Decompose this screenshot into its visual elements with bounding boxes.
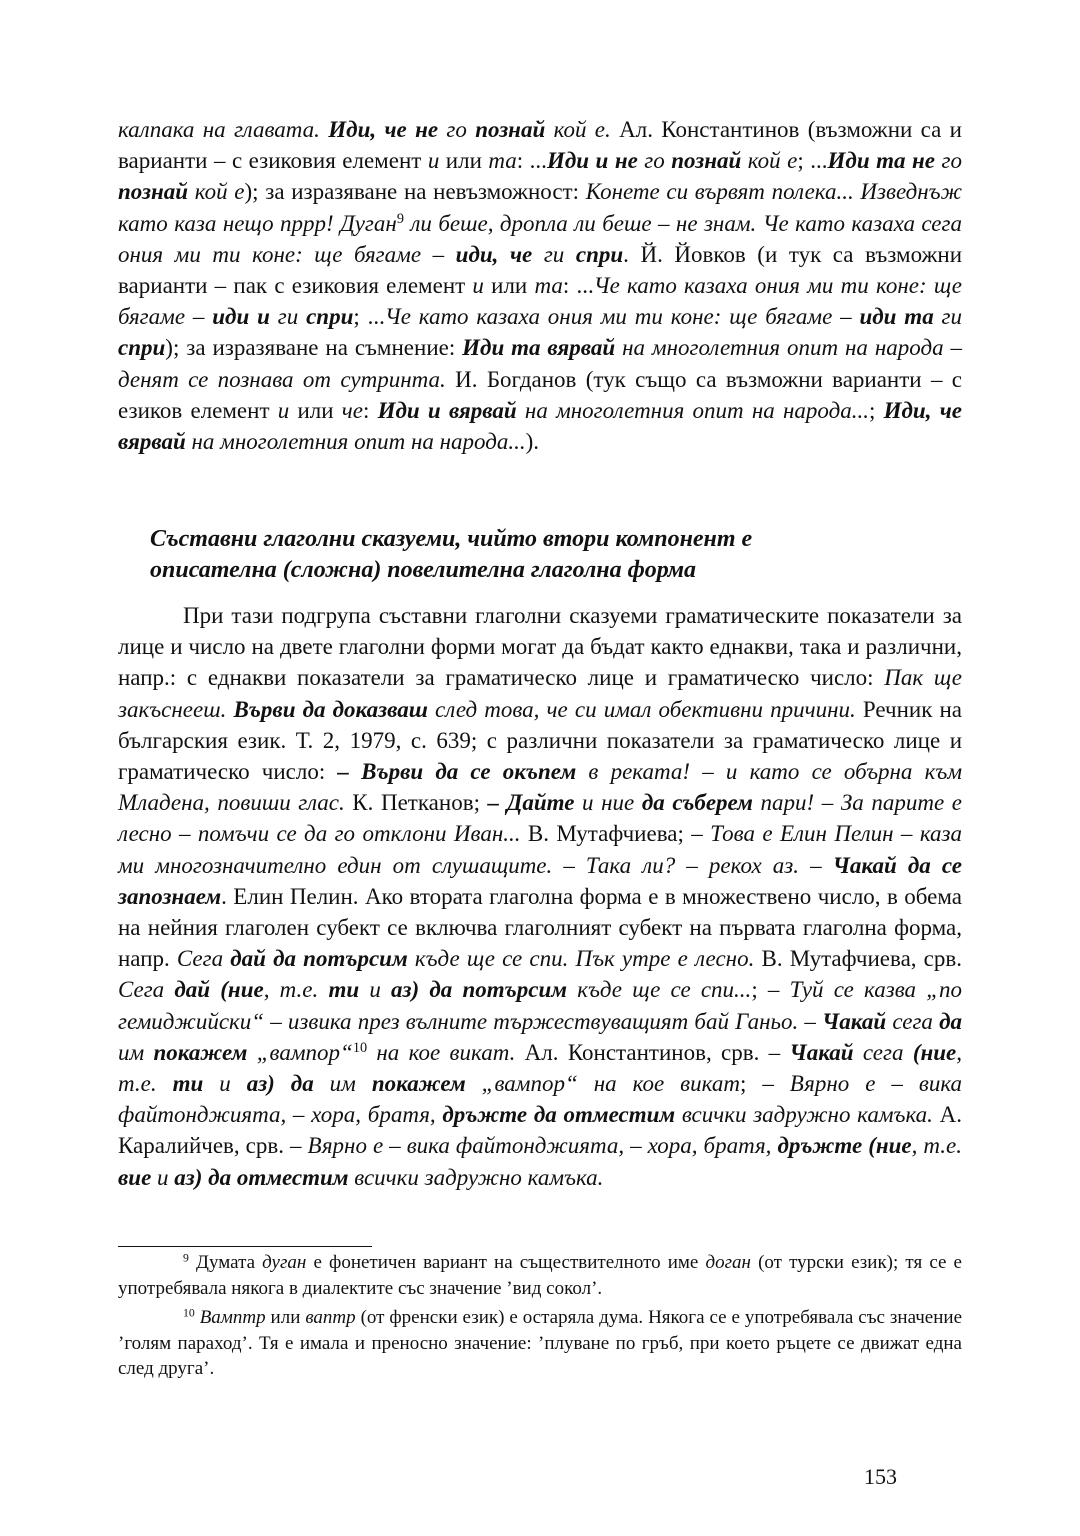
text-run: Иди та не	[827, 148, 935, 174]
text-run: им	[313, 1071, 372, 1097]
text-run: И. Богданов (тук също са възможни варианти – с езиков елемент	[118, 366, 963, 423]
text-run: на многолетния опит на народа...	[185, 429, 526, 455]
paragraph-body	[118, 600, 962, 1193]
text-run: Чакай	[822, 1008, 887, 1034]
text-run: дръжте да отместим	[442, 1102, 676, 1128]
text-run: и ние	[574, 790, 642, 816]
text-run: К. Петканов;	[344, 790, 488, 816]
text-run: аз) да отместим	[174, 1164, 349, 1190]
text-run: В. Мутафчиева, срв.	[754, 946, 962, 972]
heading-line-1: Съставни глаголни сказуеми, чийто втори компонент е	[150, 526, 753, 552]
text-run: всички задружно камъка.	[675, 1102, 933, 1128]
text-run: пари! – За парите е лесно – помъчи се да го отклони Иван...	[118, 790, 962, 847]
text-run: покажем	[153, 1039, 248, 1065]
text-run: или	[483, 273, 535, 299]
text-run: иди и	[212, 304, 270, 330]
footnote-ref: 9	[183, 1251, 189, 1265]
text-run: дай да потърсим	[230, 946, 408, 972]
paragraph-2	[118, 600, 962, 1193]
text-run: или	[439, 148, 489, 174]
text-run: дай (ние	[174, 977, 264, 1003]
text-run: Иди и вярвай	[377, 397, 517, 423]
footnote-10	[118, 1305, 962, 1382]
text-run: доган	[705, 1252, 751, 1273]
text-run: ти	[328, 977, 360, 1003]
text-run: В. Мутафчиева;	[520, 821, 692, 847]
text-run: ти	[172, 1071, 204, 1097]
footnotes	[118, 1250, 962, 1386]
text-run: :	[362, 397, 378, 423]
text-run: ваптр	[305, 1307, 356, 1329]
text-run: къде ще се спи...	[567, 977, 752, 1003]
footnote-separator	[118, 1246, 372, 1247]
text-run: . Й. Йовков (и тук са възможни варианти – пак с езиковия елемент	[118, 241, 962, 299]
text-run: и	[472, 273, 484, 299]
text-run: и	[277, 397, 290, 423]
text-run: – Върви да се окъпем	[337, 759, 577, 785]
text-run: покажем	[371, 1071, 466, 1097]
footnote-ref: 10	[352, 1040, 368, 1057]
text-run: на кое викат.	[367, 1039, 516, 1065]
text-run: Пак ще закъснееш.	[118, 665, 963, 722]
text-run: ); за изразяване на съмнение:	[165, 335, 463, 361]
text-run: Вамптр	[199, 1307, 266, 1329]
text-run: ;	[751, 977, 768, 1003]
text-run: . Елин Пелин. Ако втората глаголна форма е в множествено число, в обема на нейния глаголен субект се включва глаголният субект на първата глаголна форма, напр.	[118, 883, 962, 972]
section-heading	[150, 524, 950, 586]
text-run: – Вярно е – вика файтонджията, – хора, братя,	[118, 1071, 963, 1128]
text-run: При тази подгрупа съставни глаголни сказуеми граматическите показатели за лице и число на двете глаголни форми могат да бъдат както еднакви, така и различни, напр.: с еднакви показатели за граматическо лице и граматическо число:	[118, 603, 962, 691]
text-run: Чакай	[789, 1039, 854, 1065]
text-run: и	[359, 977, 392, 1003]
text-run: , т.е.	[911, 1133, 962, 1159]
text-run: Сега	[118, 977, 175, 1003]
text-run: на многолетния опит на народа...	[516, 397, 869, 423]
text-run: (от френски език) е остаряла дума. Някога се е употребявала със значение ’голям параход’. Тя е имала и преносно значение: ’плуване по гръб, при което ръцете се движат една след друга’.	[118, 1307, 963, 1380]
text-run: го	[637, 148, 672, 174]
text-run: : ...	[562, 273, 594, 299]
text-run: кой е	[188, 179, 245, 205]
text-run: ;	[739, 1071, 763, 1097]
text-run: сега	[886, 1008, 940, 1034]
text-run: къде ще се спи. Пък утре е лесно.	[407, 946, 755, 972]
text-run: Сега	[176, 946, 231, 972]
text-run: ; ...	[797, 148, 828, 174]
text-run: аз) да	[246, 1071, 314, 1097]
text-run: ;	[869, 397, 884, 423]
text-run: ги	[933, 304, 963, 330]
text-run: Думата	[188, 1252, 263, 1273]
text-run: , т.е.	[263, 977, 329, 1003]
text-run: и	[427, 148, 440, 174]
text-run: ).	[525, 429, 540, 455]
text-run: Че като казаха ония ми ти коне: ще бягаме –	[384, 304, 860, 330]
text-run: Ал. Константинов (възможни са и варианти – с езиковия елемент	[118, 117, 962, 174]
text-run: кой е.	[545, 117, 611, 142]
text-run: ги	[269, 304, 307, 330]
text-run: та	[534, 273, 563, 299]
text-run: Вярно е – вика файтонджията, – хора, братя,	[307, 1133, 778, 1159]
text-run: сега	[853, 1039, 913, 1065]
text-run: в реката! – и като се обърна към Младена, повиши глас.	[118, 759, 962, 816]
text-run: , т.е.	[118, 1039, 963, 1097]
text-run: : ...	[516, 148, 547, 174]
text-run: им	[118, 1039, 154, 1065]
text-run: „вампор“	[247, 1039, 353, 1065]
text-run: ги	[532, 241, 576, 267]
footnote-9	[118, 1250, 962, 1301]
text-run: та	[488, 148, 517, 174]
text-run: кой е	[741, 148, 798, 174]
text-run: познай	[671, 148, 742, 174]
text-run: А. Каралийчев, срв. –	[118, 1102, 962, 1159]
paragraph-continuation	[118, 114, 962, 457]
text-run: Иди и не	[546, 148, 638, 174]
text-run: познай	[475, 117, 546, 142]
text-run: аз) да потърсим	[391, 977, 567, 1003]
text-run: спри	[118, 335, 166, 361]
text-run: иди та	[859, 304, 934, 330]
text-run: да	[939, 1008, 962, 1034]
text-run: Речник на българския език. Т. 2, 1979, с. 639; с различни показатели за граматическо лице и граматическо число:	[118, 696, 963, 785]
text-run: – Дайте	[487, 790, 575, 816]
text-run: Иди, че вярвай	[118, 397, 962, 455]
page-number: 153	[864, 1464, 897, 1489]
text-run: ли беше, дропла ли беше – не знам. Че като казаха сега ония ми ти коне: ще бягаме –	[118, 210, 962, 267]
text-run: ; ...	[353, 304, 385, 330]
text-run: Ал. Константинов, срв. –	[515, 1039, 790, 1065]
text-run: Иди, че не	[328, 117, 439, 142]
text-run: Иди та вярвай	[462, 335, 616, 361]
text-run: спри	[306, 304, 354, 330]
text-run: Че като казаха ония ми ти коне: ще бягаме –	[118, 273, 962, 330]
text-run: (от турски език); тя се е употребявала някога в диалектите със значение ’вид сокол’.	[118, 1252, 962, 1299]
text-run: или	[289, 397, 342, 423]
text-run: всички задружно камъка.	[348, 1164, 604, 1190]
text-run: и	[151, 1164, 175, 1190]
text-run: (ние	[912, 1039, 957, 1065]
heading-line-2: описателна (сложна) повелителна глаголна форма	[150, 557, 697, 583]
text-run: след това, че си имал обективни причини.	[427, 696, 856, 722]
text-run: Конете си вървят полека... Изведнъж като каза нещо пррр! Дуган	[118, 179, 963, 236]
text-run: калпака на главата.	[118, 117, 329, 142]
text-run: Чакай да се запознаем	[118, 852, 963, 909]
text-run: Върви да доказваш	[233, 696, 428, 722]
text-run: го	[438, 117, 476, 142]
footnote-ref: 9	[396, 210, 404, 227]
text-run: спри	[575, 241, 624, 267]
text-run: ); за изразяване на невъзможност:	[244, 179, 586, 205]
text-run: е фонетичен вариант на съществителното име	[306, 1252, 706, 1273]
text-run: иди, че	[455, 241, 533, 267]
footnote-ref: 10	[183, 1306, 195, 1320]
text-run: на многолетния опит на народа – денят се познава от сутринта.	[118, 335, 962, 392]
text-run: да съберем	[641, 790, 753, 816]
paragraph-1	[118, 114, 962, 457]
text-run: дръжте (ние	[777, 1133, 912, 1159]
text-run: – Туй се казва „по гемиджийски“ – извика през вълните тържествуващият бай Ганьо. –	[118, 977, 963, 1034]
text-run: или	[265, 1307, 306, 1329]
text-run: – Това е Елин Пелин – каза ми многозначително един от слушащите. – Така ли? – рекох аз. –	[118, 821, 962, 878]
text-run: познай	[118, 179, 189, 205]
text-run: „вампор“ на кое викат	[465, 1071, 740, 1097]
text-run: че	[341, 397, 363, 423]
text-run: и	[203, 1071, 247, 1097]
text-run: го	[935, 148, 962, 174]
text-run: дуган	[262, 1252, 307, 1273]
text-run: вие	[118, 1164, 152, 1190]
